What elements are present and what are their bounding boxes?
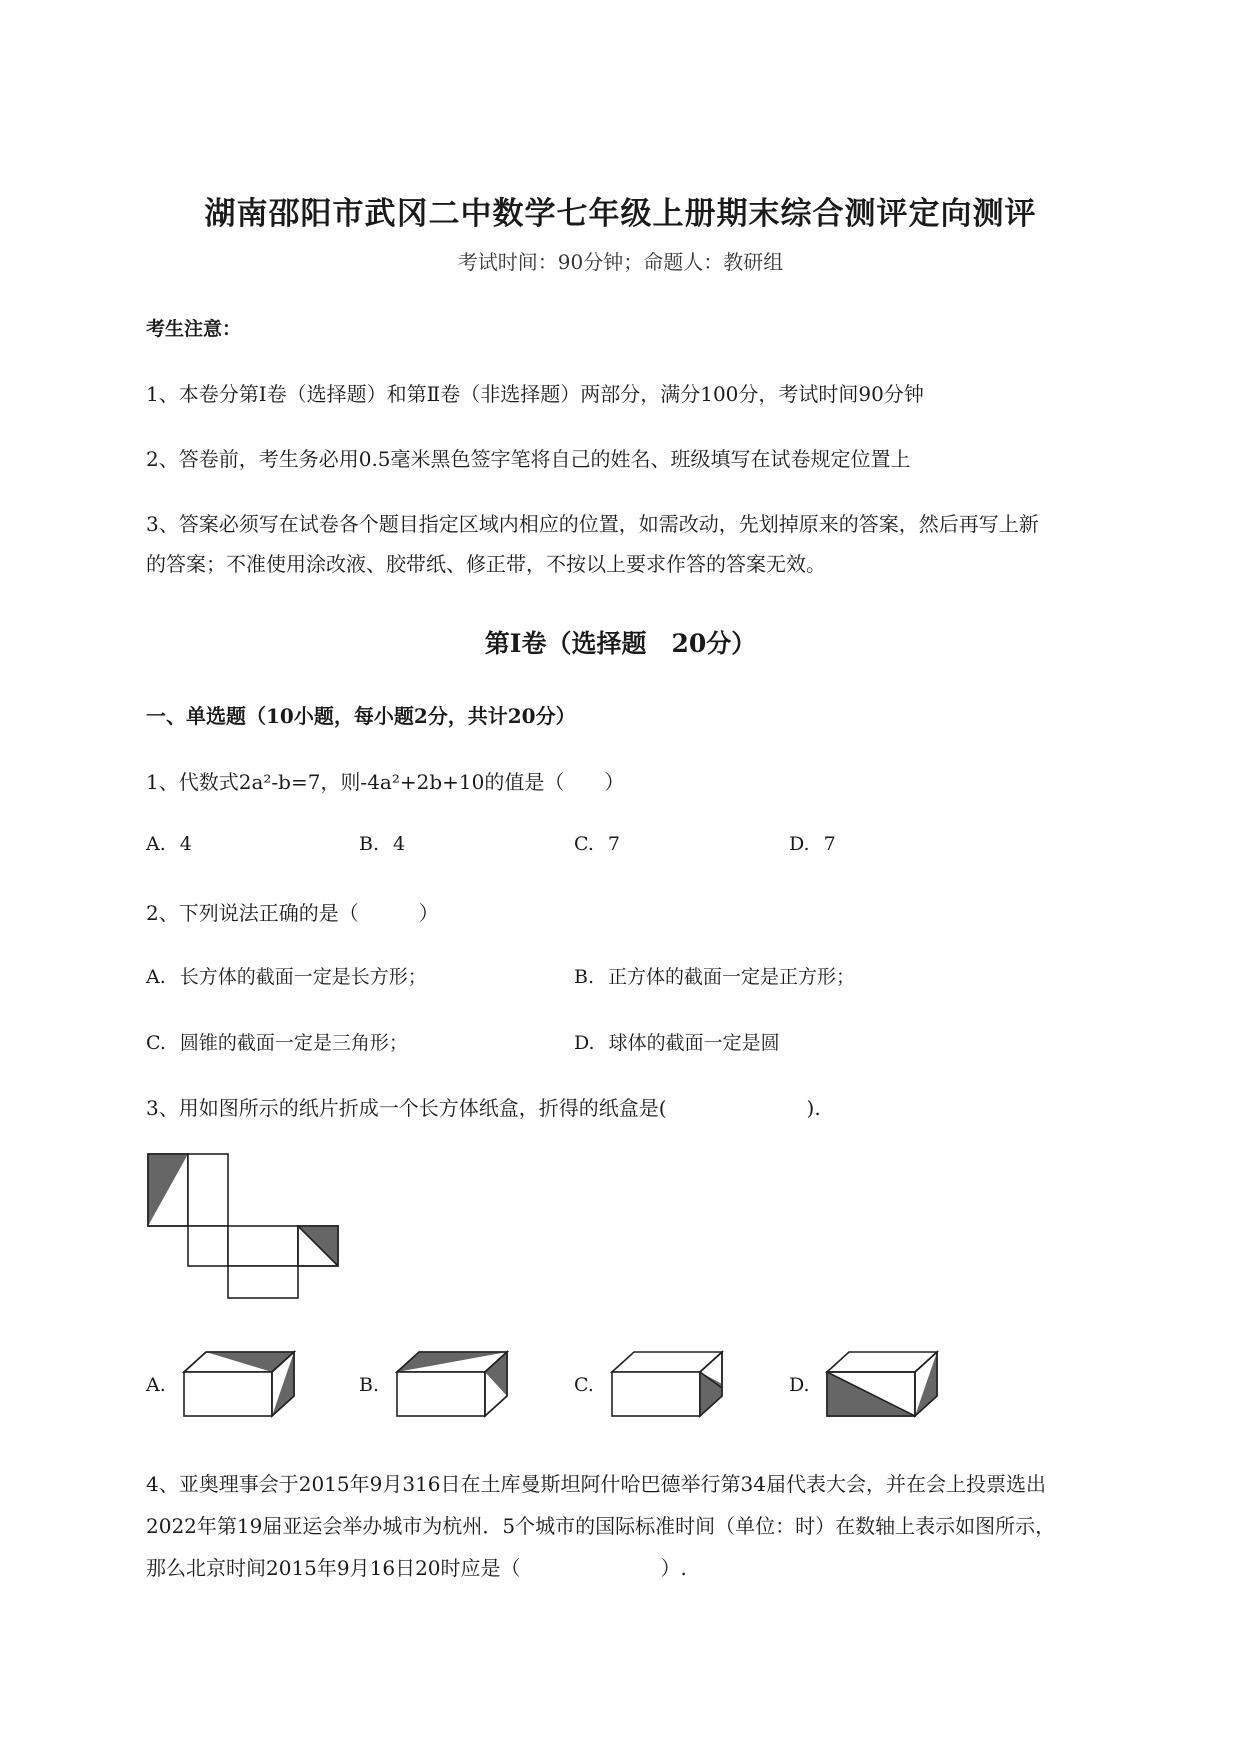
option-text: 4	[179, 833, 192, 855]
question-1-option-b[interactable]	[359, 833, 405, 855]
question-1-stem: 1、代数式2a²-b=7，则-4a²+2b+10的值是（ ）	[146, 770, 625, 794]
net-face	[188, 1226, 228, 1266]
option-label: C.	[146, 1032, 166, 1054]
question-3-option-c[interactable]: C.	[574, 1374, 594, 1396]
option-text: 7	[607, 833, 620, 855]
question-3-stem: 3、用如图所示的纸片折成一个长方体纸盒，折得的纸盒是( ).	[146, 1096, 821, 1120]
exam-info: 考试时间：90分钟；命题人：教研组	[457, 250, 784, 274]
page-title: 湖南邵阳市武冈二中数学七年级上册期末综合测评定向测评	[204, 196, 1037, 232]
question-3-option-a[interactable]: A.	[146, 1374, 166, 1396]
option-label: B.	[359, 833, 380, 855]
option-label: C.	[574, 833, 594, 855]
option-label: D.	[574, 1032, 595, 1054]
option-text: 4	[393, 833, 406, 855]
option-text: 7	[823, 833, 836, 855]
notice-item-3-cont: 的答案；不准使用涂改液、胶带纸、修正带，不按以上要求作答的答案无效。	[146, 552, 826, 576]
question-4-stem-line-3: 那么北京时间2015年9月16日20时应是（ ）.	[146, 1556, 687, 1580]
box-option-b-figure	[393, 1348, 513, 1420]
question-4-stem-line-1: 4、亚奥理事会于2015年9月316日在土库曼斯坦阿什哈巴德举行第34届代表大会，并在会上投票选出	[146, 1472, 1046, 1496]
question-3-option-d[interactable]: D.	[789, 1374, 810, 1396]
notice-item-1: 1、本卷分第Ⅰ卷（选择题）和第Ⅱ卷（非选择题）两部分，满分100分，考试时间90分钟	[146, 382, 924, 406]
question-2-stem: 2、下列说法正确的是（ ）	[146, 901, 439, 925]
option-text: 长方体的截面一定是长方形；	[179, 966, 427, 988]
question-2-option-b[interactable]	[574, 962, 855, 989]
net-face	[228, 1266, 298, 1298]
net-face	[188, 1154, 228, 1226]
notice-heading: 考生注意：	[146, 318, 242, 340]
box-option-a-figure	[180, 1348, 300, 1420]
box-option-c-figure	[608, 1348, 728, 1420]
option-text: 圆锥的截面一定是三角形；	[179, 1032, 408, 1054]
question-3-option-b[interactable]: B.	[359, 1374, 380, 1396]
question-2-option-c[interactable]	[146, 1028, 408, 1055]
option-text: 正方体的截面一定是正方形；	[608, 966, 856, 988]
option-text: 球体的截面一定是圆	[608, 1032, 780, 1054]
question-4-stem-line-2: 2022年第19届亚运会举办城市为杭州．5个城市的国际标准时间（单位：时）在数轴上表示如图所示，	[146, 1514, 1056, 1538]
option-label: A.	[146, 833, 166, 855]
option-label: D.	[789, 833, 810, 855]
notice-item-2: 2、答卷前，考生务必用0.5毫米黑色签字笔将自己的姓名、班级填写在试卷规定位置上	[146, 447, 911, 471]
question-1-option-d[interactable]	[789, 833, 836, 855]
box-option-d-figure	[823, 1348, 943, 1420]
section-title: 第Ⅰ卷（选择题 20分）	[484, 629, 757, 658]
option-label: B.	[574, 966, 595, 988]
question-2-option-a[interactable]	[146, 962, 427, 989]
notice-item-3: 3、答案必须写在试卷各个题目指定区域内相应的位置，如需改动，先划掉原来的答案，然后再写上新	[146, 512, 1039, 536]
part-heading: 一、单选题（10小题，每小题2分，共计20分）	[146, 704, 576, 728]
net-face	[228, 1226, 298, 1266]
question-1-option-c[interactable]	[574, 833, 620, 855]
question-1-option-a[interactable]	[146, 833, 192, 855]
question-2-option-d[interactable]	[574, 1028, 780, 1055]
option-label: A.	[146, 966, 166, 988]
box-net-figure	[146, 1152, 346, 1302]
